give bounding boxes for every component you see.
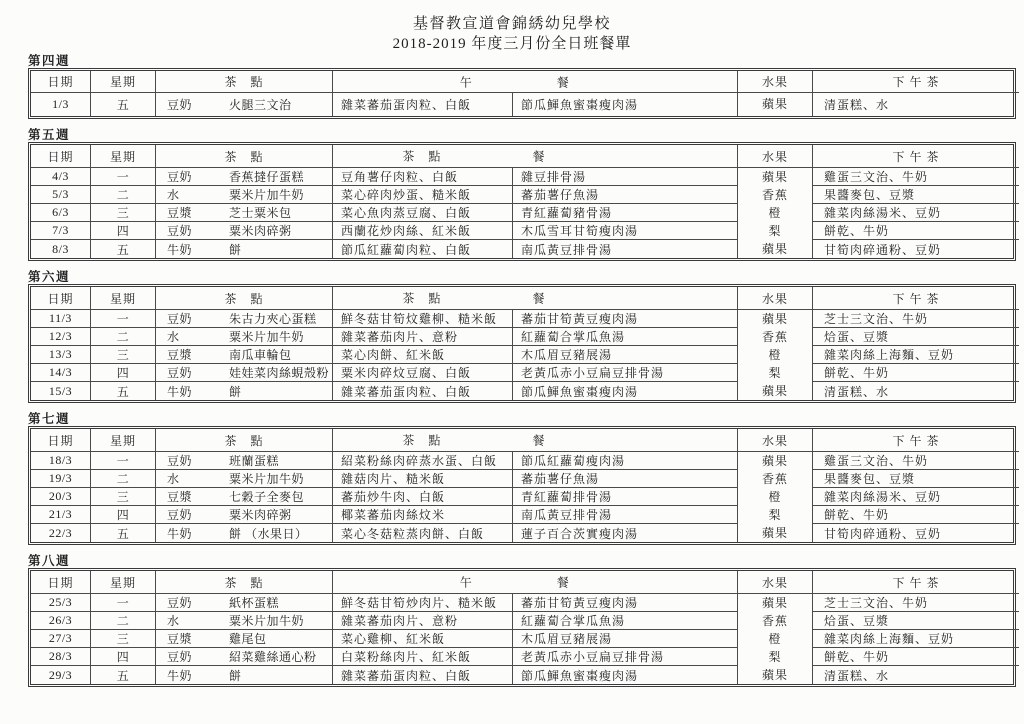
lunch-dish-cell: 雜菜蕃茄肉片、意粉	[333, 612, 513, 630]
snack-item: 粟米片加牛奶	[229, 472, 305, 486]
lunch-header-left: 午	[459, 75, 473, 89]
lunch-dish-cell: 雜菜蕃茄蛋肉粒、白飯	[333, 93, 513, 116]
snack-cell	[156, 648, 333, 666]
col-header-fruit: 水果	[738, 145, 813, 168]
snack-item: 七穀子全麥包	[229, 490, 305, 504]
lunch-soup-cell: 老黃瓜赤小豆扁豆排骨湯	[513, 648, 738, 666]
fruit-column-cell	[738, 93, 813, 116]
col-header-afternoon-tea: 下 午 茶	[813, 71, 1019, 93]
snack-item: 餅	[229, 384, 242, 399]
lunch-dish-cell: 節瓜紅蘿蔔肉粒、白飯	[333, 240, 513, 258]
lunch-soup-cell: 青紅蘿蔔豬骨湯	[513, 204, 738, 222]
snack-drink: 豆奶	[167, 366, 193, 380]
snack-item: 班蘭蛋糕	[229, 454, 280, 468]
lunch-soup-cell: 木瓜眉豆豬展湯	[513, 630, 738, 648]
afternoon-tea-cell: 雜菜肉絲湯米、豆奶	[813, 204, 1019, 222]
col-header-fruit: 水果	[738, 287, 813, 310]
lunch-header-left: 茶 點	[402, 291, 442, 306]
snack-cell	[156, 666, 333, 684]
snack-drink: 牛奶	[167, 242, 193, 257]
lunch-soup-cell: 節瓜鯶魚蜜棗瘦肉湯	[513, 382, 738, 400]
fruit-name: 梨	[768, 508, 782, 522]
snack-cell	[156, 364, 333, 382]
snack-drink: 牛奶	[167, 384, 193, 399]
fruit-name: 香蕉	[761, 188, 788, 202]
col-header-fruit: 水果	[738, 71, 813, 93]
week-label: 第四週	[28, 54, 71, 68]
snack-cell	[156, 382, 333, 400]
lunch-soup-cell: 蕃茄薯仔魚湯	[513, 186, 738, 204]
fruit-name: 蘋果	[761, 242, 788, 256]
snack-item: 餅	[229, 242, 242, 257]
date-cell: 27/3	[31, 630, 91, 648]
menu-title: 2018-2019 年度三月份全日班餐單	[392, 36, 632, 52]
snack-cell	[156, 470, 333, 488]
snack-drink: 豆奶	[167, 454, 193, 468]
afternoon-tea-cell: 餅乾、牛奶	[813, 364, 1019, 382]
fruit-name: 蘋果	[761, 454, 788, 468]
snack-item: 餅 （水果日）	[229, 526, 308, 541]
snack-item: 粟米片加牛奶	[229, 330, 305, 344]
snack-item: 粟米片加牛奶	[229, 614, 305, 628]
snack-drink: 豆漿	[167, 490, 193, 504]
afternoon-tea-cell: 餅乾、牛奶	[813, 506, 1019, 524]
snack-drink: 牛奶	[167, 668, 193, 683]
snack-drink: 水	[167, 472, 180, 486]
day-cell: 五	[91, 93, 156, 116]
day-cell: 五	[91, 382, 156, 400]
day-cell: 三	[91, 346, 156, 364]
col-header-date: 日期	[31, 429, 91, 452]
lunch-soup-cell: 蕃茄甘筍黃豆瘦肉湯	[513, 310, 738, 328]
day-cell: 一	[91, 310, 156, 328]
lunch-soup-cell: 南瓜黃豆排骨湯	[513, 506, 738, 524]
week-label: 第五週	[28, 128, 71, 142]
snack-item: 娃娃菜肉絲蜆殼粉	[229, 366, 330, 380]
date-cell: 8/3	[31, 240, 91, 258]
lunch-soup-cell: 蕃茄薯仔魚湯	[513, 470, 738, 488]
snack-drink: 水	[167, 614, 180, 628]
col-header-day: 星期	[91, 71, 156, 93]
day-cell: 四	[91, 364, 156, 382]
snack-cell	[156, 488, 333, 506]
lunch-soup-cell: 南瓜黃豆排骨湯	[513, 240, 738, 258]
fruit-name: 橙	[768, 206, 782, 220]
col-header-afternoon-tea: 下 午 茶	[813, 287, 1019, 310]
snack-item: 南瓜車輪包	[229, 348, 292, 362]
lunch-dish-cell: 鮮冬菇甘筍炆雞柳、糙米飯	[333, 310, 513, 328]
fruit-column-cell	[738, 452, 813, 542]
col-header-afternoon-tea: 下 午 茶	[813, 429, 1019, 452]
fruit-name: 橙	[768, 348, 782, 362]
title-block	[0, 0, 1024, 55]
snack-item: 粟米片加牛奶	[229, 188, 305, 202]
snack-cell	[156, 186, 333, 204]
snack-drink: 豆奶	[167, 98, 193, 112]
lunch-soup-cell: 雜豆排骨湯	[513, 168, 738, 186]
lunch-dish-cell: 椰菜蕃茄肉絲炆米	[333, 506, 513, 524]
snack-drink: 豆奶	[167, 312, 193, 326]
afternoon-tea-cell: 芝士三文治、牛奶	[813, 594, 1019, 612]
snack-drink: 豆奶	[167, 224, 193, 238]
lunch-dish-cell: 豆角薯仔肉粒、白飯	[333, 168, 513, 186]
snack-cell	[156, 328, 333, 346]
fruit-name: 梨	[768, 224, 782, 238]
menu-table	[28, 426, 1016, 545]
week-label: 第六週	[28, 270, 71, 284]
lunch-soup-cell: 木瓜雪耳甘筍瘦肉湯	[513, 222, 738, 240]
lunch-header-left: 茶 點	[402, 149, 442, 164]
fruit-name: 梨	[768, 366, 782, 380]
snack-drink: 牛奶	[167, 526, 193, 541]
fruit-name: 蘋果	[761, 668, 788, 682]
day-cell: 二	[91, 612, 156, 630]
afternoon-tea-cell: 雜菜肉絲上海麵、豆奶	[813, 630, 1019, 648]
lunch-dish-cell: 雜菜蕃茄蛋肉粒、白飯	[333, 666, 513, 684]
col-header-lunch	[333, 145, 738, 168]
snack-cell	[156, 594, 333, 612]
snack-cell	[156, 506, 333, 524]
col-header-lunch	[333, 429, 738, 452]
col-header-lunch	[333, 287, 738, 310]
fruit-column-cell	[738, 594, 813, 684]
week-section	[28, 555, 1024, 687]
col-header-afternoon-tea: 下 午 茶	[813, 145, 1019, 168]
lunch-soup-cell: 節瓜鯶魚蜜棗瘦肉湯	[513, 93, 738, 116]
day-cell: 一	[91, 168, 156, 186]
afternoon-tea-cell: 芝士三文治、牛奶	[813, 310, 1019, 328]
lunch-header-right: 餐	[556, 575, 570, 590]
lunch-dish-cell: 粟米肉碎炆豆腐、白飯	[333, 364, 513, 382]
lunch-header-right: 餐	[532, 291, 546, 306]
fruit-name: 香蕉	[761, 614, 788, 628]
lunch-soup-cell: 節瓜紅蘿蔔瘦肉湯	[513, 452, 738, 470]
fruit-name: 香蕉	[761, 472, 788, 486]
col-header-date: 日期	[31, 571, 91, 594]
fruit-name: 蘋果	[761, 526, 788, 540]
date-cell: 13/3	[31, 346, 91, 364]
fruit-name: 橙	[768, 632, 782, 646]
lunch-dish-cell: 菜心冬菇粒蒸肉餅、白飯	[333, 524, 513, 542]
snack-drink: 豆奶	[167, 508, 193, 522]
date-cell: 21/3	[31, 506, 91, 524]
date-cell: 15/3	[31, 382, 91, 400]
col-header-day: 星期	[91, 571, 156, 594]
fruit-name: 梨	[768, 650, 782, 664]
snack-item: 朱古力夾心蛋糕	[229, 312, 317, 326]
snack-cell	[156, 452, 333, 470]
lunch-soup-cell: 蓮子百合茨實瘦肉湯	[513, 524, 738, 542]
lunch-soup-cell: 老黃瓜赤小豆扁豆排骨湯	[513, 364, 738, 382]
school-name: 基督教宣道會錦綉幼兒學校	[412, 16, 611, 32]
snack-item: 紙杯蛋糕	[229, 596, 280, 610]
day-cell: 二	[91, 470, 156, 488]
date-cell: 4/3	[31, 168, 91, 186]
date-cell: 5/3	[31, 186, 91, 204]
fruit-name: 蘋果	[761, 97, 788, 111]
snack-item: 粟米肉碎粥	[229, 508, 292, 522]
day-cell: 四	[91, 222, 156, 240]
week-section	[28, 55, 1024, 119]
snack-cell	[156, 168, 333, 186]
lunch-soup-cell: 紅蘿蔔合掌瓜魚湯	[513, 612, 738, 630]
col-header-fruit: 水果	[738, 429, 813, 452]
lunch-soup-cell: 紅蘿蔔合掌瓜魚湯	[513, 328, 738, 346]
snack-drink: 水	[167, 188, 180, 202]
date-cell: 20/3	[31, 488, 91, 506]
afternoon-tea-cell: 雞蛋三文治、牛奶	[813, 452, 1019, 470]
snack-item: 火腿三文治	[229, 98, 292, 112]
day-cell: 一	[91, 452, 156, 470]
lunch-dish-cell: 菜心雞柳、紅米飯	[333, 630, 513, 648]
date-cell: 7/3	[31, 222, 91, 240]
day-cell: 四	[91, 506, 156, 524]
week-section	[28, 271, 1024, 403]
col-header-snack: 茶 點	[156, 71, 333, 93]
day-cell: 二	[91, 186, 156, 204]
date-cell: 18/3	[31, 452, 91, 470]
afternoon-tea-cell: 果醬麥包、豆漿	[813, 186, 1019, 204]
weeks-container	[28, 55, 1024, 687]
lunch-header-left: 午	[459, 575, 473, 590]
snack-drink: 豆奶	[167, 170, 193, 184]
snack-drink: 豆漿	[167, 348, 193, 362]
afternoon-tea-cell: 清蛋糕、水	[824, 98, 890, 112]
lunch-soup-cell: 蕃茄甘筍黃豆瘦肉湯	[513, 594, 738, 612]
lunch-dish-cell: 雜菜蕃茄蛋肉粒、白飯	[333, 382, 513, 400]
snack-cell	[156, 630, 333, 648]
week-section	[28, 413, 1024, 545]
menu-table	[28, 568, 1016, 687]
lunch-dish-cell: 西蘭花炒肉絲、紅米飯	[333, 222, 513, 240]
fruit-name: 橙	[768, 490, 782, 504]
snack-item: 香蕉撻仔蛋糕	[229, 170, 305, 184]
lunch-header-right: 餐	[532, 149, 546, 164]
col-header-afternoon-tea: 下 午 茶	[813, 571, 1019, 594]
afternoon-tea-cell: 烚蛋、豆漿	[813, 328, 1019, 346]
menu-table	[28, 68, 1016, 119]
date-cell: 29/3	[31, 666, 91, 684]
lunch-soup-cell: 木瓜眉豆豬展湯	[513, 346, 738, 364]
snack-drink: 豆奶	[167, 650, 193, 664]
snack-cell	[156, 310, 333, 328]
fruit-name: 蘋果	[761, 384, 788, 398]
col-header-day: 星期	[91, 287, 156, 310]
snack-drink: 豆奶	[167, 596, 193, 610]
col-header-fruit: 水果	[738, 571, 813, 594]
col-header-day: 星期	[91, 145, 156, 168]
lunch-soup-cell: 節瓜鯶魚蜜棗瘦肉湯	[513, 666, 738, 684]
day-cell: 三	[91, 630, 156, 648]
snack-cell	[156, 524, 333, 542]
date-cell: 25/3	[31, 594, 91, 612]
afternoon-tea-cell: 甘筍肉碎通粉、豆奶	[824, 526, 942, 541]
lunch-dish-cell: 菜心碎肉炒蛋、糙米飯	[333, 186, 513, 204]
fruit-name: 蘋果	[761, 596, 788, 610]
day-cell: 五	[91, 666, 156, 684]
snack-item: 雞尾包	[229, 632, 267, 646]
afternoon-tea-cell: 甘筍肉碎通粉、豆奶	[824, 242, 942, 257]
snack-cell	[156, 93, 333, 116]
date-cell: 11/3	[31, 310, 91, 328]
snack-cell	[156, 222, 333, 240]
afternoon-tea-cell: 餅乾、牛奶	[813, 648, 1019, 666]
fruit-name: 香蕉	[761, 330, 788, 344]
day-cell: 一	[91, 594, 156, 612]
lunch-dish-cell: 雜菇肉片、糙米飯	[333, 470, 513, 488]
fruit-column-cell	[738, 168, 813, 258]
snack-cell	[156, 612, 333, 630]
date-cell: 12/3	[31, 328, 91, 346]
snack-cell	[156, 240, 333, 258]
day-cell: 三	[91, 488, 156, 506]
snack-cell	[156, 204, 333, 222]
col-header-date: 日期	[31, 71, 91, 93]
afternoon-tea-cell: 雜菜肉絲湯米、豆奶	[813, 488, 1019, 506]
day-cell: 五	[91, 240, 156, 258]
date-cell: 1/3	[31, 93, 91, 116]
col-header-snack: 茶 點	[156, 571, 333, 594]
date-cell: 14/3	[31, 364, 91, 382]
snack-drink: 豆漿	[167, 632, 193, 646]
lunch-soup-cell: 青紅蘿蔔排骨湯	[513, 488, 738, 506]
week-label: 第七週	[28, 412, 71, 426]
lunch-dish-cell: 菜心魚肉蒸豆腐、白飯	[333, 204, 513, 222]
snack-item: 紹菜雞絲通心粉	[229, 650, 317, 664]
snack-cell	[156, 346, 333, 364]
afternoon-tea-cell: 烚蛋、豆漿	[813, 612, 1019, 630]
date-cell: 26/3	[31, 612, 91, 630]
afternoon-tea-cell: 清蛋糕、水	[824, 668, 890, 683]
lunch-dish-cell: 白菜粉絲肉片、紅米飯	[333, 648, 513, 666]
fruit-column-cell	[738, 310, 813, 400]
col-header-date: 日期	[31, 145, 91, 168]
snack-drink: 豆漿	[167, 206, 193, 220]
snack-item: 餅	[229, 668, 242, 683]
day-cell: 四	[91, 648, 156, 666]
snack-item: 粟米肉碎粥	[229, 224, 292, 238]
lunch-dish-cell: 蕃茄炒牛肉、白飯	[333, 488, 513, 506]
col-header-snack: 茶 點	[156, 287, 333, 310]
afternoon-tea-cell: 果醬麥包、豆漿	[813, 470, 1019, 488]
day-cell: 三	[91, 204, 156, 222]
col-header-lunch	[333, 571, 738, 594]
col-header-snack: 茶 點	[156, 429, 333, 452]
afternoon-tea-cell: 雜菜肉絲上海麵、豆奶	[813, 346, 1019, 364]
afternoon-tea-cell: 餅乾、牛奶	[813, 222, 1019, 240]
col-header-snack: 茶 點	[156, 145, 333, 168]
lunch-dish-cell: 鮮冬菇甘筍炒肉片、糙米飯	[333, 594, 513, 612]
lunch-dish-cell: 紹菜粉絲肉碎蒸水蛋、白飯	[333, 452, 513, 470]
lunch-header-left: 茶 點	[402, 433, 442, 448]
menu-table	[28, 142, 1016, 261]
day-cell: 二	[91, 328, 156, 346]
day-cell: 五	[91, 524, 156, 542]
snack-drink: 水	[167, 330, 180, 344]
date-cell: 19/3	[31, 470, 91, 488]
snack-item: 芝士粟米包	[229, 206, 292, 220]
col-header-date: 日期	[31, 287, 91, 310]
week-section	[28, 129, 1024, 261]
menu-table	[28, 284, 1016, 403]
fruit-name: 蘋果	[761, 170, 788, 184]
lunch-dish-cell: 菜心肉餅、紅米飯	[333, 346, 513, 364]
lunch-header-right: 餐	[532, 433, 546, 448]
afternoon-tea-cell: 清蛋糕、水	[824, 384, 890, 399]
week-label: 第八週	[28, 554, 71, 568]
date-cell: 6/3	[31, 204, 91, 222]
afternoon-tea-cell: 雞蛋三文治、牛奶	[813, 168, 1019, 186]
col-header-day: 星期	[91, 429, 156, 452]
lunch-dish-cell: 雜菜蕃茄肉片、意粉	[333, 328, 513, 346]
date-cell: 28/3	[31, 648, 91, 666]
col-header-lunch	[333, 71, 738, 93]
lunch-header-right: 餐	[556, 75, 570, 89]
fruit-name: 蘋果	[761, 312, 788, 326]
date-cell: 22/3	[31, 524, 91, 542]
